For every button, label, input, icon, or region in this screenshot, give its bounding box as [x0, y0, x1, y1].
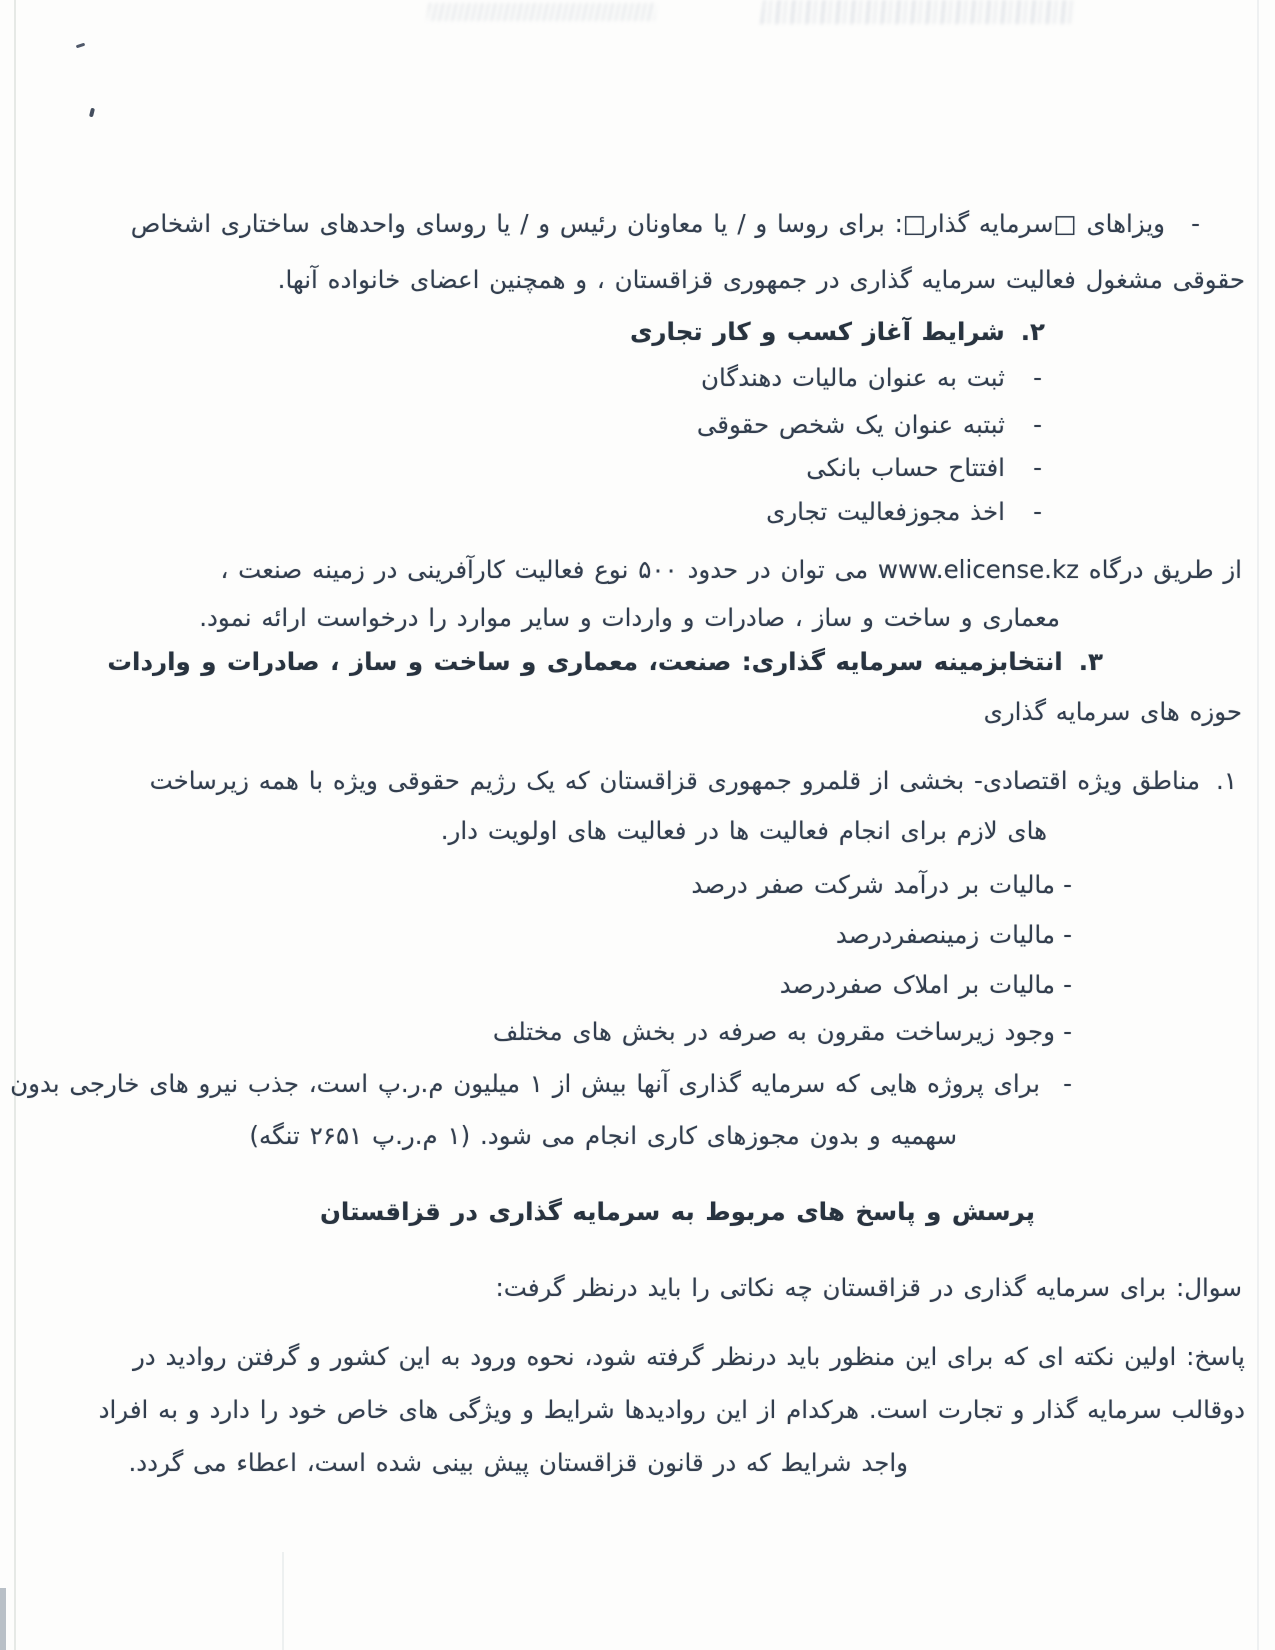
scan-edge-shadow	[0, 1588, 6, 1650]
line-text: از طریق درگاه www.elicense.kz می توان در حدود ۵۰۰ نوع فعالیت کارآفرینی در زمینه صنعت ،	[220, 555, 1242, 584]
numbered-heading	[30, 642, 1245, 682]
ink-speck	[89, 108, 95, 118]
line-text: افتتاح حساب بانکی	[806, 453, 1005, 482]
dash-bullet-icon: -	[1033, 363, 1042, 392]
dash-bullet-icon: -	[1033, 410, 1042, 439]
dash-bullet-icon: -	[1063, 1069, 1072, 1098]
line-text: حقوقی مشغول فعالیت سرمایه گذاری در جمهوری قزاقستان ، و همچنین اعضای خانواده آنها.	[277, 265, 1245, 294]
text-line	[30, 965, 1245, 1005]
bullet-item	[30, 915, 1245, 955]
line-text: شرایط آغاز کسب و کار تجاری	[629, 317, 1005, 346]
scan-edge-line	[282, 1552, 284, 1650]
line-text: حوزه های سرمایه گذاری	[983, 697, 1242, 726]
line-text: ثبت به عنوان مالیات دهندگان	[700, 363, 1005, 392]
scan-edge-line	[1257, 0, 1259, 1650]
line-text: ویزاهای □سرمایه گذار□: برای روسا و / یا معاونان رئیس و / یا روسای واحدهای ساختاری اشخاص	[130, 209, 1165, 238]
text-line	[30, 546, 1245, 594]
text-line	[30, 806, 1245, 856]
dash-bullet-icon: -	[1191, 209, 1200, 238]
line-text: اخذ مجوزفعالیت تجاری	[766, 497, 1005, 526]
text-line	[30, 642, 1245, 682]
text-line	[30, 915, 1245, 955]
line-text: معماری و ساخت و ساز ، صادرات و واردات و سایر موارد را درخواست ارائه نمود.	[199, 603, 1060, 632]
line-text: ثبتبه عنوان یک شخص حقوقی	[696, 410, 1005, 439]
text-line	[30, 1383, 1245, 1436]
numbered-heading	[30, 312, 1245, 352]
text-line	[30, 405, 1245, 445]
dash-bullet-icon: -	[1063, 970, 1072, 999]
bullet-item	[30, 865, 1245, 905]
text-line	[30, 492, 1245, 532]
text-line	[30, 756, 1245, 806]
line-text: پرسش و پاسخ های مربوط به سرمایه گذاری در قزاقستان	[320, 1197, 1035, 1226]
dash-bullet-icon: -	[1033, 497, 1042, 526]
line-text: پاسخ: اولین نکته ای که برای این منظور باید درنظر گرفته شود، نحوه ورود به این کشور و گرفتن روادید در	[132, 1342, 1245, 1371]
dash-bullet-icon: -	[1063, 1017, 1072, 1046]
text-line	[30, 252, 1245, 308]
bullet-item	[30, 405, 1245, 445]
paragraph	[30, 546, 1245, 642]
text-line	[30, 1190, 1245, 1234]
section-heading	[30, 1190, 1245, 1234]
text-line	[30, 448, 1245, 488]
dash-bullet-icon: -	[1063, 920, 1072, 949]
line-text: وجود زیرساخت مقرون به صرفه در بخش های مختلف	[492, 1017, 1055, 1046]
bullet-item	[30, 965, 1245, 1005]
line-text: انتخابزمینه سرمایه گذاری: صنعت، معماری و ساخت و ساز ، صادرات و واردات	[107, 647, 1063, 676]
text-line	[30, 1012, 1245, 1052]
dash-bullet-icon: -	[1033, 453, 1042, 482]
text-line	[30, 692, 1245, 732]
text-line	[30, 312, 1245, 352]
ink-speck	[76, 43, 85, 49]
bullet-item	[10, 1058, 1245, 1162]
line-text: سهمیه و بدون مجوزهای کاری انجام می شود. (۱ م.ر.پ ۲۶۵۱ تنگه)	[249, 1121, 957, 1150]
paragraph	[30, 1330, 1245, 1489]
text-line	[30, 1330, 1245, 1383]
scan-edge-line	[14, 0, 16, 1650]
line-text: مالیات بر درآمد شرکت صفر درصد	[691, 870, 1055, 899]
numbered-item	[30, 756, 1245, 856]
line-text: برای پروژه هایی که سرمایه گذاری آنها بیش از ۱ میلیون م.ر.پ است، جذب نیرو های خارجی بدون	[10, 1069, 1040, 1098]
line-text: سوال: برای سرمایه گذاری در قزاقستان چه نکاتی را باید درنظر گرفت:	[495, 1273, 1242, 1302]
scan-bleed-artifact	[760, 0, 1075, 24]
text-line	[30, 1436, 1245, 1489]
text-line	[10, 1058, 1245, 1110]
dash-bullet-icon: -	[1063, 870, 1072, 899]
text-line	[30, 865, 1245, 905]
line-text: دوقالب سرمایه گذار و تجارت است. هرکدام از این روادیدها شرایط و ویژگی های خاص خود را دارد و به افراد	[98, 1395, 1245, 1424]
bullet-item	[30, 492, 1245, 532]
paragraph	[30, 1266, 1245, 1310]
line-text: مالیات بر املاک صفردرصد	[779, 970, 1055, 999]
paragraph	[30, 692, 1245, 732]
text-line	[30, 1110, 1245, 1162]
list-number: ۲.	[1020, 317, 1045, 346]
text-line	[30, 358, 1245, 398]
text-line	[30, 1266, 1245, 1310]
bullet-item	[30, 196, 1245, 308]
text-line	[30, 594, 1245, 642]
bullet-item	[30, 358, 1245, 398]
line-text: های لازم برای انجام فعالیت ها در فعالیت های اولویت دار.	[440, 816, 1047, 845]
list-number: ۳.	[1078, 647, 1103, 676]
line-text: مناطق ویژه اقتصادی- بخشی از قلمرو جمهوری قزاقستان که یک رژیم حقوقی ویژه با همه زیرساخت	[149, 766, 1201, 795]
bullet-item	[30, 1012, 1245, 1052]
text-line	[30, 196, 1245, 252]
line-text: مالیات زمینصفردرصد	[835, 920, 1055, 949]
bullet-item	[30, 448, 1245, 488]
line-text: واجد شرایط که در قانون قزاقستان پیش بینی شده است، اعطاء می گردد.	[128, 1448, 908, 1477]
scan-bleed-artifact	[427, 3, 658, 21]
list-number: ۱.	[1216, 766, 1237, 795]
